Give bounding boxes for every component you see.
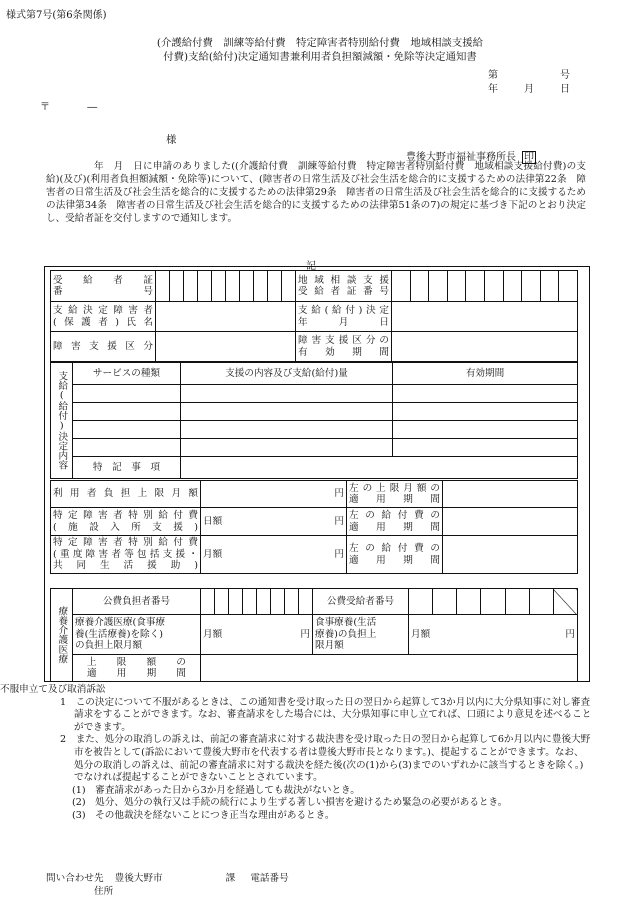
chiiki-digit bbox=[429, 271, 448, 302]
decision-person-label: 支給決定障害者 (保護者)氏名 bbox=[51, 302, 156, 332]
limit-period-label: 上 限 額 の 適 用 期 間 bbox=[73, 655, 201, 682]
cert-digit bbox=[156, 271, 170, 302]
burden-limit-period-value bbox=[443, 481, 578, 508]
kohi-recv-digit bbox=[481, 589, 505, 615]
tokutei-group-amount: 月額 円 bbox=[201, 536, 347, 574]
tokutei-facility-amount: 日額 円 bbox=[201, 508, 347, 536]
ryoyo-burden-label: 療養介護医療(食事療 養(生活療養)を除く) の負担上限月額 bbox=[73, 615, 201, 655]
date-month: 月 bbox=[524, 84, 534, 95]
kohi-payer-no-label: 公費負担者番号 bbox=[73, 589, 201, 615]
decision-date-value bbox=[392, 302, 578, 332]
period-cell bbox=[393, 439, 578, 457]
service-cell bbox=[73, 421, 181, 439]
note-1: 1 この決定について不服があるときは、この通知書を受け取った日の翌日から起算して3か月以内に大分県知事に対し審査請求をすることができます。なお、審査請求をした場合には、大分県知事に申し立てれば、口頭により意見を述べることができます。 bbox=[60, 696, 592, 733]
appeal-notes bbox=[0, 684, 592, 823]
kohi-digit bbox=[285, 589, 299, 615]
intro-paragraph: 年 月 日に申請のありました((介護給付費 訓練等給付費 特定障害者特別給付費 地域相談支援給付費)の支給)(及び)(利用者負担額減額・免除等)について、(障害者の日常生活及び社会生活を総合的に支援するための法律第22条 障害者の日常生活及び社会生活を総合的に支援するための法律第29条 障害者の日常生活及び社会生活を総合的に支援するための法律第34条 障害者の日常生活及び社会生活を総合的に支援するための法律第51条の7)の規定に基づき下記のとおり決定し、受給者証を交付しますので通知します。 bbox=[46, 161, 586, 224]
burden-limit-label: 利用者負担上限月額 bbox=[51, 481, 201, 508]
chiiki-digit bbox=[466, 271, 485, 302]
kohi-recv-digit bbox=[529, 589, 553, 615]
tokutei-facility-period-value bbox=[443, 508, 578, 536]
col-support-content: 支援の内容及び支給(給付)量 bbox=[181, 363, 393, 385]
cert-digit bbox=[226, 271, 240, 302]
tokutei-group-period-value bbox=[443, 536, 578, 574]
kohi-recv-digit bbox=[433, 589, 457, 615]
ryoyo-vertical-label: 療養介護医療 bbox=[51, 589, 73, 682]
date-day: 日 bbox=[560, 84, 570, 95]
limit-period-value bbox=[201, 655, 578, 682]
postal-mark: 〒 bbox=[40, 102, 50, 113]
period-cell bbox=[393, 385, 578, 403]
document-number-date bbox=[488, 69, 570, 97]
burden-table bbox=[50, 480, 578, 574]
service-cell bbox=[73, 439, 181, 457]
content-cell bbox=[181, 403, 393, 421]
kohi-digit bbox=[257, 589, 271, 615]
kohi-digit bbox=[271, 589, 285, 615]
chiiki-digit bbox=[559, 271, 578, 302]
no-dai: 第 bbox=[488, 70, 498, 81]
document-title bbox=[90, 36, 550, 64]
support-class-period-value bbox=[392, 332, 578, 362]
note-2: 2 また、処分の取消しの訴えは、前記の審査請求に対する裁決書を受け取った日の翌日から起算して6か月以内に豊後大野市を被告として(訴訟において豊後大野市を代表する者は豊後大野市長となります。)、提起することができます。なお、処分の取消しの訴えは、前記の審査請求に対する裁決を経た後(次の(1)から(3)までのいずれかに該当するときを除く。)でなければ提起することができないこととされています。 bbox=[60, 734, 591, 784]
chiiki-cert-no-label: 地域相談支援 受給者証番号 bbox=[296, 271, 392, 302]
burden-limit-period-label: 左の上限月額の 適 用 期 間 bbox=[347, 481, 443, 508]
chiiki-digit bbox=[447, 271, 466, 302]
cert-digit bbox=[170, 271, 184, 302]
notes-heading: 不服申立て及び取消訴訟 bbox=[0, 684, 106, 695]
contact-label: 問い合わせ先 bbox=[46, 873, 104, 884]
seal-mark: 印 bbox=[524, 152, 534, 163]
ryoyo-table bbox=[50, 588, 578, 682]
ryoyo-burden-amount: 月額 円 bbox=[201, 615, 313, 655]
decision-date-label: 支給(給付)決定 年 月 日 bbox=[296, 302, 392, 332]
kohi-digit bbox=[229, 589, 243, 615]
kohi-recipient-no-label: 公費受給者番号 bbox=[313, 589, 409, 615]
chiiki-digit bbox=[484, 271, 503, 302]
cert-digit bbox=[240, 271, 254, 302]
tokutei-group-label: 特定障害者特別給付費 (重度障害者等包括支援・ 共同生活援助) bbox=[51, 536, 201, 574]
content-cell bbox=[181, 421, 393, 439]
support-class-value bbox=[156, 332, 296, 362]
cert-digit bbox=[282, 271, 296, 302]
contact-ka: 課 bbox=[225, 873, 236, 884]
kohi-recv-digit bbox=[409, 589, 433, 615]
shokuji-burden-label: 食事療養(生活 療養)の負担上 限月額 bbox=[313, 615, 409, 655]
special-notes-label: 特 記 事 項 bbox=[73, 457, 181, 479]
cert-digit bbox=[198, 271, 212, 302]
chiiki-digit bbox=[522, 271, 541, 302]
form-number: 様式第7号(第6条関係) bbox=[6, 10, 107, 21]
kohi-recv-digit-slashed bbox=[553, 589, 577, 615]
postal-dash: ― bbox=[87, 102, 98, 113]
contact-address: 住所 bbox=[94, 886, 114, 897]
period-cell bbox=[393, 403, 578, 421]
note-2-1: (1) 審査請求があった日から3か月を経過しても裁決がないとき。 bbox=[72, 784, 360, 796]
contact-tel: 電話番号 bbox=[250, 873, 289, 884]
cert-digit bbox=[184, 271, 198, 302]
decision-content-table bbox=[50, 362, 578, 479]
special-notes-value bbox=[181, 457, 578, 479]
tokutei-facility-period-label: 左の給付費の 適 用 期 間 bbox=[347, 508, 443, 536]
title-line-2: 付費)支給(給付)決定通知書兼利用者負担額減額・免除等決定通知書 bbox=[163, 51, 477, 63]
no-go: 号 bbox=[560, 70, 570, 81]
decision-person-value bbox=[156, 302, 296, 332]
cert-digit bbox=[212, 271, 226, 302]
ki-heading: 記 bbox=[306, 261, 316, 272]
postal-code bbox=[40, 98, 97, 113]
content-cell bbox=[181, 439, 393, 457]
issuer-name: 豊後大野市福祉事務所長 bbox=[406, 152, 516, 163]
kohi-digit bbox=[215, 589, 229, 615]
content-cell bbox=[181, 385, 393, 403]
tokutei-facility-label: 特定障害者特別給付費 (施設入所支援) bbox=[51, 508, 201, 536]
service-cell bbox=[73, 385, 181, 403]
note-2-3: (3) その他裁決を経ないことにつき正当な理由があるとき。 bbox=[72, 809, 335, 821]
chiiki-digit bbox=[392, 271, 411, 302]
shokuji-burden-amount: 月額 円 bbox=[409, 615, 578, 655]
chiiki-digit bbox=[540, 271, 559, 302]
service-cell bbox=[73, 403, 181, 421]
tokutei-group-period-label: 左の給付費の 適 用 期 間 bbox=[347, 536, 443, 574]
support-class-label: 障害支援区分 bbox=[51, 332, 156, 362]
chiiki-digit bbox=[503, 271, 522, 302]
kohi-digit bbox=[299, 589, 313, 615]
kohi-digit bbox=[243, 589, 257, 615]
period-cell bbox=[393, 421, 578, 439]
col-service-type: サービスの種類 bbox=[73, 363, 181, 385]
identity-table bbox=[50, 270, 578, 362]
kohi-recv-digit bbox=[457, 589, 481, 615]
date-year: 年 bbox=[488, 84, 498, 95]
burden-limit-yen: 円 bbox=[201, 481, 347, 508]
col-valid-period: 有効期間 bbox=[393, 363, 578, 385]
decision-content-vertical-label: 支給(給付)決定内容 bbox=[51, 363, 73, 479]
chiiki-digit bbox=[410, 271, 429, 302]
title-line-1: (介護給付費 訓練等給付費 特定障害者特別給付費 地域相談支援給 bbox=[156, 37, 484, 49]
contact-org: 豊後大野市 bbox=[114, 873, 163, 884]
kohi-recv-digit bbox=[505, 589, 529, 615]
cert-digit bbox=[254, 271, 268, 302]
cert-digit bbox=[268, 271, 282, 302]
recipient-suffix: 様 bbox=[166, 134, 177, 146]
note-2-2: (2) 処分、処分の執行又は手続の続行により生ずる著しい損害を避けるため緊急の必要があるとき。 bbox=[72, 797, 508, 809]
kohi-digit bbox=[201, 589, 215, 615]
contact-block bbox=[46, 872, 289, 898]
recipient-cert-no-label: 受 給 者 証 番 号 bbox=[51, 271, 156, 302]
support-class-period-label: 障害支援区分の 有 効 期 間 bbox=[296, 332, 392, 362]
